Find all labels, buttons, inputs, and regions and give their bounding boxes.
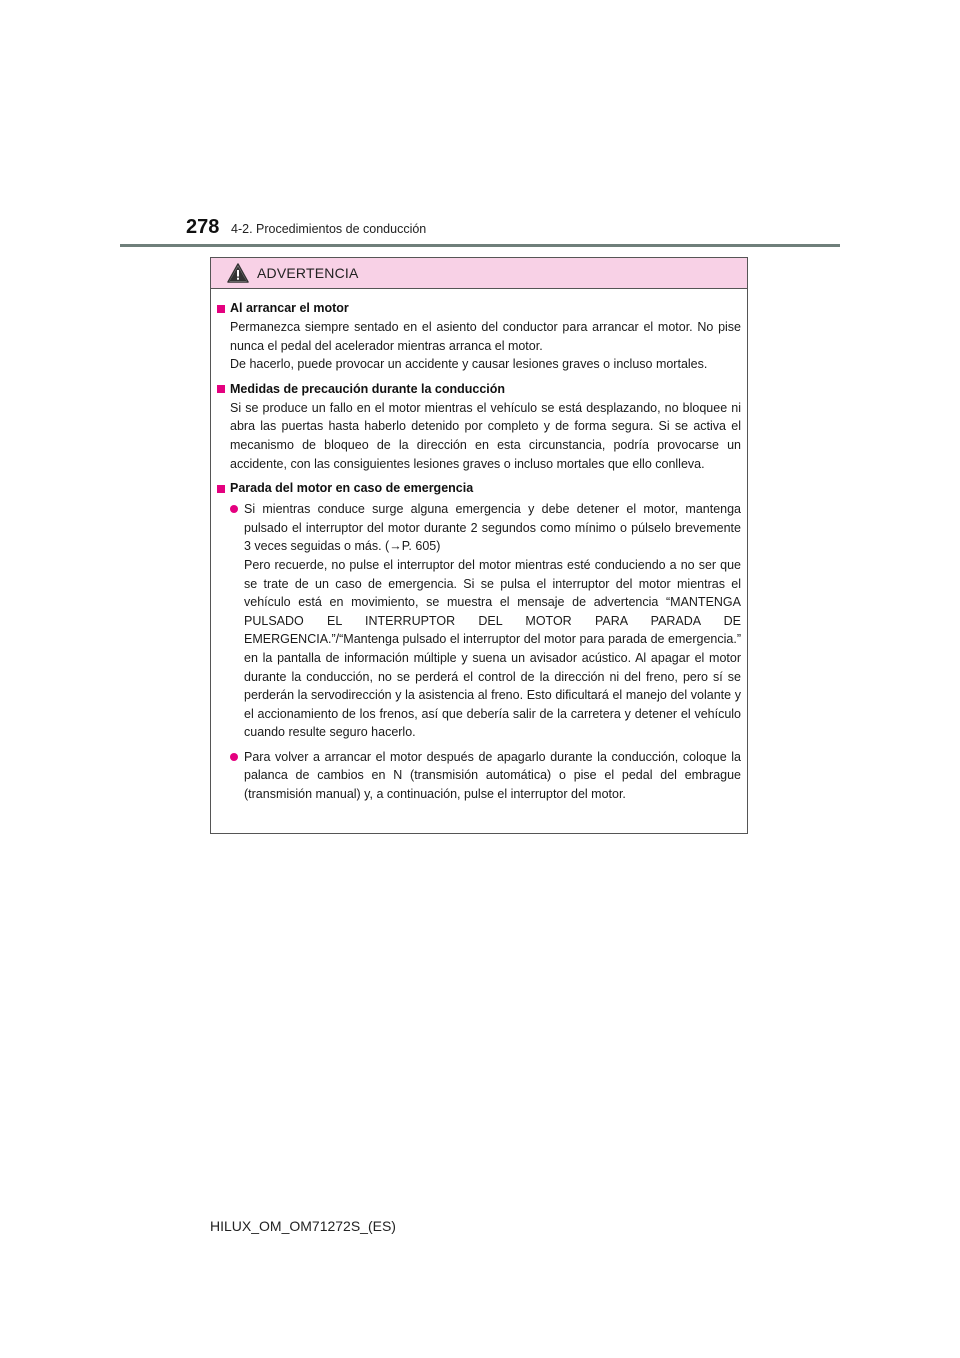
paragraph: Permanezca siempre sentado en el asiento del conductor para arrancar el motor. No pise nunca el pedal del acelerador mientras arranca el motor. <box>230 320 741 353</box>
list-item-text <box>244 748 741 804</box>
block-title <box>217 479 741 498</box>
block-title-text: Al arrancar el motor <box>230 301 349 315</box>
warning-block-emergency-stop <box>217 479 741 804</box>
section-title: 4-2. Procedimientos de conducción <box>231 222 427 236</box>
warning-box <box>210 257 748 834</box>
header-divider <box>120 244 840 247</box>
block-title <box>217 380 741 399</box>
block-title-text: Medidas de precaución durante la conducción <box>230 381 506 396</box>
paragraph: Si se produce un fallo en el motor mientras el vehículo se está desplazando, no bloquee ni abra las puertas hasta haberlo detenido por completo y de forma segura. Si se activa el mecanismo de bloqueo de la dirección en esta circunstancia, podría provocarse un accidente, con las consiguientes lesiones graves o incluso mortales que ello conlleva. <box>230 400 741 471</box>
paragraph: Pero recuerde, no pulse el interruptor del motor mientras esté conduciendo a no ser que se trate de un caso de emergencia. Si se pulsa el interruptor del motor mientras el vehículo está en movimiento, se muestra el mensaje de advertencia “MANTENGA PULSADO EL INTERRUPTOR DEL MOTOR PARA PARADA DE EMERGENCIA.”/“Mantenga pulsado el interruptor del motor para parada de emergencia.” en la pantalla de información múltiple y suena un avisador acústico. Al apagar el motor durante la conducción, no se perderá el control de la dirección ni del freno, pero sí se perderán la servodirección y la asistencia al freno. Esto dificultará el manejo del volante y el accionamiento de los frenos, así que debería salir de la carretera y detener el vehículo cuando resulte seguro hacerlo. <box>244 557 741 740</box>
warning-body <box>211 289 747 804</box>
warning-block-precautions <box>217 380 741 473</box>
warning-triangle-icon <box>227 263 249 283</box>
block-text <box>230 318 741 374</box>
block-title-text: Parada del motor en caso de emergencia <box>230 481 474 496</box>
paragraph: Para volver a arrancar el motor después de apagarlo durante la conducción, coloque la palanca de cambios en N (transmisión automática) o pise el pedal del embrague (transmisión manual) y, a continuación, pulse el interruptor del motor. <box>244 749 741 802</box>
list-item-text <box>244 500 741 742</box>
list-item <box>230 748 741 804</box>
square-bullet-icon <box>217 485 225 493</box>
document-code: HILUX_OM_OM71272S_(ES) <box>210 1218 396 1234</box>
page-number: 278 <box>186 216 220 238</box>
list-item <box>230 500 741 742</box>
warning-block-starting <box>217 299 741 374</box>
paragraph: De hacerlo, puede provocar un accidente y causar lesiones graves o incluso mortales. <box>230 357 708 372</box>
square-bullet-icon <box>217 385 225 393</box>
warning-header <box>211 258 747 289</box>
warning-label: ADVERTENCIA <box>257 265 359 281</box>
square-bullet-icon <box>217 305 225 313</box>
block-title <box>217 299 741 318</box>
block-text <box>230 399 741 473</box>
round-bullet-icon <box>230 505 238 513</box>
paragraph: Si mientras conduce surge alguna emergencia y debe detener el motor, mantenga pulsado el interruptor del motor durante 2 segundos como mínimo o púlselo brevemente 3 veces seguidas o más. (→P. 605) <box>244 502 741 554</box>
round-bullet-icon <box>230 753 238 761</box>
